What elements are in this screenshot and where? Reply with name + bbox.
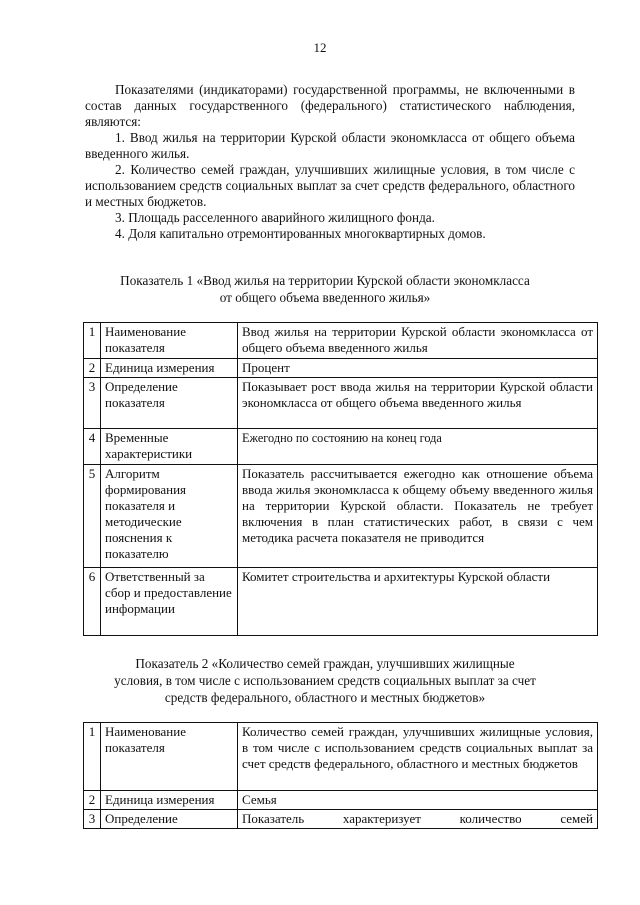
row-name: Единица измерения <box>101 791 238 810</box>
indicator2-table <box>83 722 598 829</box>
row-number: 2 <box>84 791 101 810</box>
row-value: Показывает рост ввода жилья на территории Курской области экономкласса от общего объема введенного жилья <box>238 378 598 429</box>
table-row <box>84 359 598 378</box>
row-value: Количество семей граждан, улучшивших жилищные условия, в том числе с использованием средств социальных выплат за счет средств федерального, областного и местных бюджетов <box>238 723 598 791</box>
row-name: Определение <box>101 810 238 829</box>
row-name: Определение показателя <box>101 378 238 429</box>
caption-line: условия, в том числе с использованием средств социальных выплат за счет <box>114 673 536 688</box>
intro-section <box>85 82 575 242</box>
table-row <box>84 723 598 791</box>
table-row <box>84 810 598 829</box>
indicator1-table <box>83 322 598 636</box>
row-name: Наименование показателя <box>101 723 238 791</box>
row-number: 3 <box>84 810 101 829</box>
row-name: Временные характеристики <box>101 429 238 465</box>
row-name: Алгоритм формирования показателя и методические пояснения к показателю <box>101 465 238 568</box>
intro-lead: Показателями (индикаторами) государственной программы, не включенными в состав данных государственного (федерального) статистического наблюдения, являются: <box>85 82 575 129</box>
row-value: Ежегодно по состоянию на конец года <box>238 429 598 465</box>
row-value: Показатель рассчитывается ежегодно как отношение объема ввода жилья экономкласса к общему объему введенного жилья на территории Курской области. Показатель не требует включения в план статистических работ, в связи с чем методика расчета показателя не приводится <box>238 465 598 568</box>
row-number: 4 <box>84 429 101 465</box>
table-row <box>84 378 598 429</box>
row-number: 5 <box>84 465 101 568</box>
indicator2-caption <box>75 655 575 706</box>
table-row <box>84 323 598 359</box>
row-name: Единица измерения <box>101 359 238 378</box>
row-number: 1 <box>84 323 101 359</box>
row-value: Показатель характеризует количество семей <box>238 810 598 829</box>
row-value: Процент <box>238 359 598 378</box>
row-name: Ответственный за сбор и предоставление информации <box>101 568 238 636</box>
row-number: 6 <box>84 568 101 636</box>
row-value: Семья <box>238 791 598 810</box>
row-name: Наименование показателя <box>101 323 238 359</box>
row-number: 1 <box>84 723 101 791</box>
intro-item: 3. Площадь расселенного аварийного жилищного фонда. <box>115 210 435 225</box>
caption-line: Показатель 2 «Количество семей граждан, улучшивших жилищные <box>135 656 515 671</box>
page-number: 12 <box>313 40 327 55</box>
row-number: 3 <box>84 378 101 429</box>
caption-line: от общего объема введенного жилья» <box>219 290 431 305</box>
caption-line: средств федерального, областного и местных бюджетов» <box>164 690 486 705</box>
intro-item: 1. Ввод жилья на территории Курской области экономкласса от общего объема введенного жилья. <box>85 130 575 161</box>
table-row <box>84 568 598 636</box>
table-row <box>84 429 598 465</box>
table-row <box>84 465 598 568</box>
row-value: Комитет строительства и архитектуры Курской области <box>238 568 598 636</box>
intro-item: 4. Доля капитально отремонтированных многоквартирных домов. <box>115 226 486 241</box>
row-value: Ввод жилья на территории Курской области экономкласса от общего объема введенного жилья <box>238 323 598 359</box>
intro-item: 2. Количество семей граждан, улучшивших жилищные условия, в том числе с использованием средств социальных выплат за счет средств федерального, областного и местных бюджетов. <box>85 162 575 209</box>
caption-line: Показатель 1 «Ввод жилья на территории Курской области экономкласса <box>120 273 530 288</box>
indicator1-caption <box>75 272 575 306</box>
row-number: 2 <box>84 359 101 378</box>
table-row <box>84 791 598 810</box>
